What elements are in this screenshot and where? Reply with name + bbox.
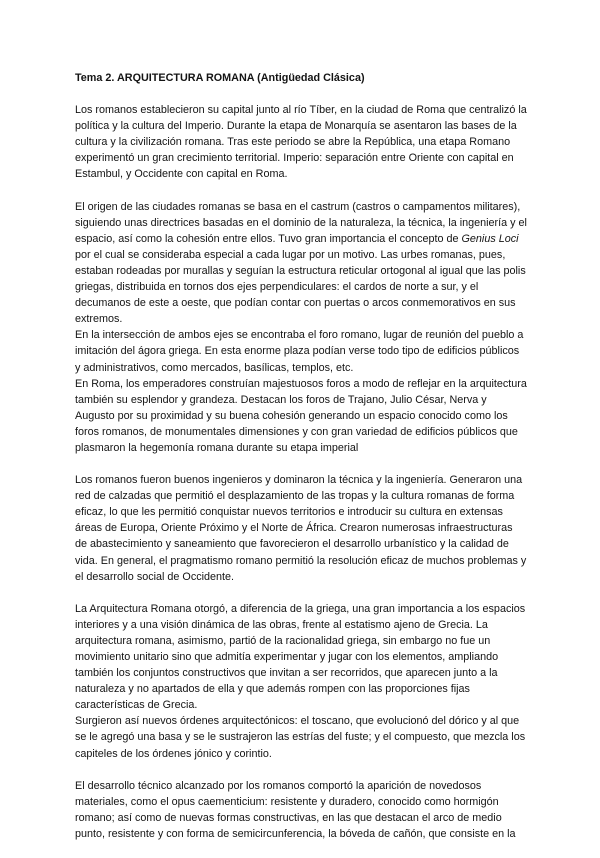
- text-run: por el cual se consideraba especial a cada lugar por un motivo. Las urbes romanas, pues, estaban rodeadas por murallas y seguían la estructura reticular ortogonal al igual que las polis griegas, distribuida en tornos dos ejes perpendiculares: el cardos de norte a sur, y el decumanos de este a oeste, que podían contar con puertas o arcos conmemorativos en sus extremos.: [75, 248, 526, 326]
- text-line: Surgieron así nuevos órdenes arquitectónicos: el toscano, que evolucionó del dórico y al que se le agregó una basa y se le sustrajeron las estrías del fuste; y el compuesto, que mezcla los capiteles de los órdenes jónico y corintio.: [75, 715, 526, 760]
- document-body: [75, 70, 527, 858]
- text-line: Los romanos establecieron su capital junto al río Tíber, en la ciudad de Roma que centralizó la política y la cultura del Imperio. Durante la etapa de Monarquía se asentaron las bases de la cultura y la civilización romana. Tras este periodo se abre la República, una etapa Romano experimentó un gran crecimiento territorial. Imperio: separación entre Oriente con capital en Estambul, y Occidente con capital en Roma.: [75, 104, 527, 181]
- paragraph-capital: [75, 102, 527, 182]
- text-line: [75, 199, 527, 328]
- text-line: La Arquitectura Romana otorgó, a diferencia de la griega, una gran importancia a los espacios interiores y a una visión dinámica de las obras, frente al estatismo ajeno de Grecia. La arquitectura romana, asimismo, partió de la racionalidad griega, sin embargo no fue un movimiento unitario sino que admitía experimentar y jugar con los elementos, ampliando también los conjuntos constructivos que invitan a ser recorridos, que aparecen junto a la naturaleza y no apartados de ella y que además rompen con las proporciones fijas características de Grecia.: [75, 602, 526, 712]
- paragraph-architecture: [75, 601, 527, 762]
- text-line: En la intersección de ambos ejes se encontraba el foro romano, lugar de reunión del pueblo a imitación del ágora griega. En esta enorme plaza podían verse todo tipo de edificios públicos y administrativos, como mercados, basílicas, templos, etc.: [75, 329, 524, 374]
- text-line: En Roma, los emperadores construían majestuosos foros a modo de reflejar en la arquitectura también su esplendor y grandeza. Destacan los foros de Trajano, Julio César, Nerva y Augusto por su proximidad y su buena cohesión generando un espacio conocido como los foros romanos, de monumentales dimensiones y con gran variedad de edificios públicos que plasmaron la hegemonía romana durante su etapa imperial: [75, 377, 527, 454]
- text-line: Los romanos fueron buenos ingenieros y dominaron la técnica y la ingeniería. Generaron una red de calzadas que permitió el desplazamiento de las tropas y la cultura romanas de forma eficaz, lo que les permitió conquistar nuevos territorios e introducir su cultura en extensas áreas de Europa, Oriente Próximo y el Norte de África. Crearon numerosas infraestructuras de abastecimiento y saneamiento que favorecieron el desarrollo urbanístico y la calidad de vida. En general, el pragmatismo romano permitió la resolución eficaz de muchos problemas y el desarrollo social de Occidente.: [75, 474, 527, 583]
- text-line: El desarrollo técnico alcanzado por los romanos comportó la aparición de novedosos materiales, como el opus caementicium: resistente y duradero, conocido como hormigón romano; así como de nuevas formas constructivas, en las que destacan el arco de medio punto, resistente y con forma de semicircunferencia, la bóveda de cañón, que consiste en la: [75, 779, 516, 840]
- document-title: Tema 2. ARQUITECTURA ROMANA (Antigüedad Clásica): [75, 72, 365, 84]
- paragraph-engineering: [75, 472, 527, 585]
- paragraph-technical-development: [75, 778, 527, 842]
- paragraph-urban-origin: [75, 199, 527, 457]
- text-run: El origen de las ciudades romanas se basa en el castrum (castros o campamentos militares), siguiendo unas directrices basadas en el dominio de la naturaleza, la técnica, la ingeniería y el espacio, así como la cohesión entre ellos. Tuvo gran importancia el concepto de: [75, 200, 527, 245]
- genius-loci-term: Genius Loci: [461, 232, 519, 245]
